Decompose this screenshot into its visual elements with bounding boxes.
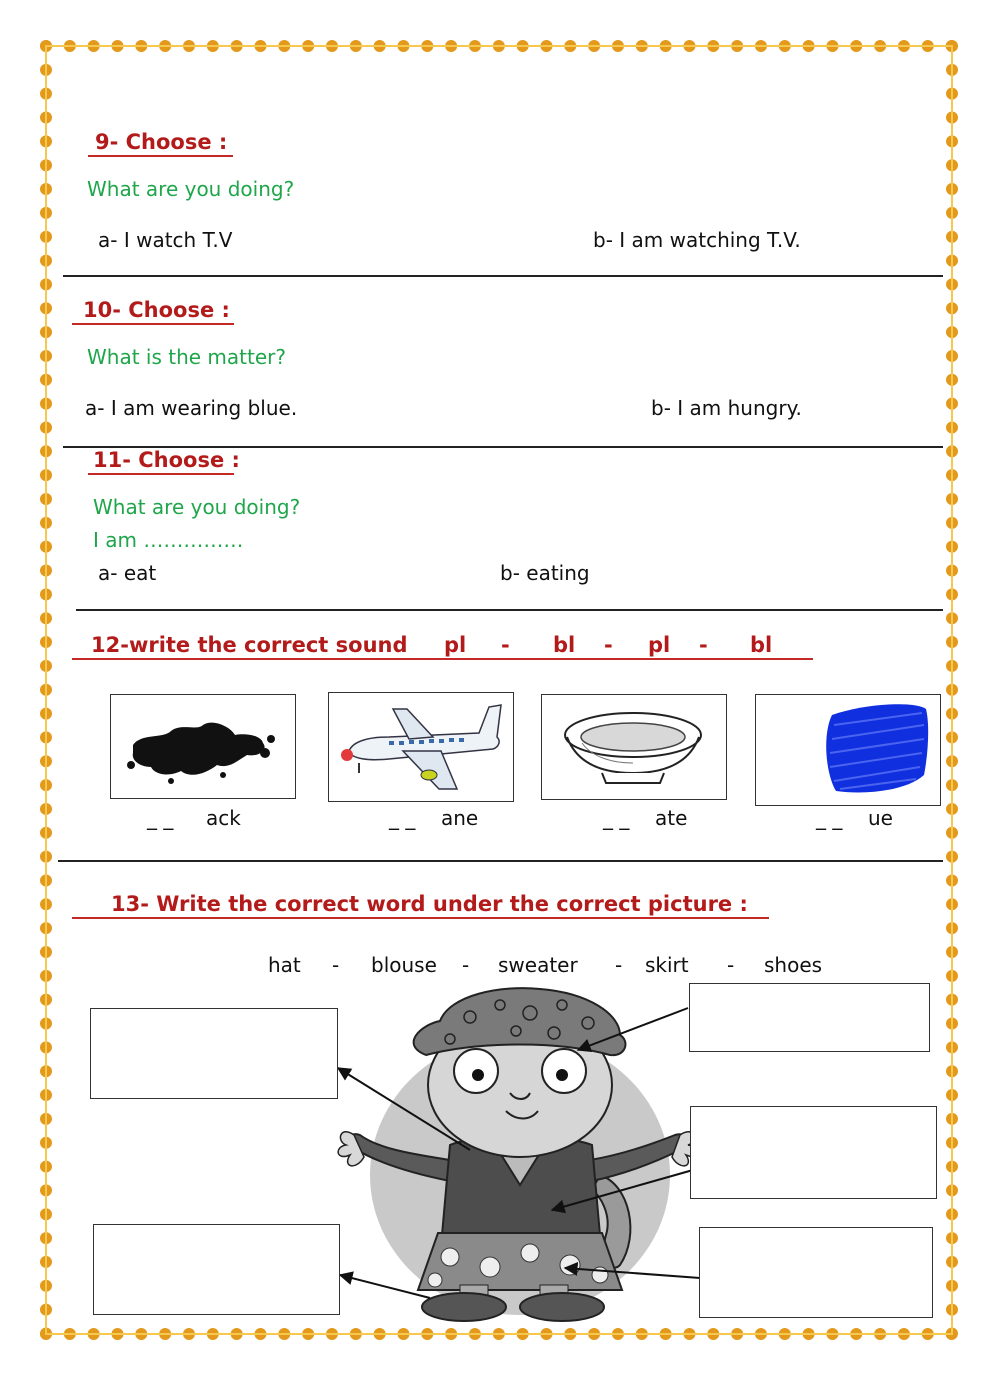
- answer-box-right-top[interactable]: [689, 983, 930, 1052]
- answer-box-right-middle[interactable]: [690, 1106, 937, 1199]
- q12-sound: pl: [444, 633, 467, 657]
- q9-title: 9- Choose :: [95, 130, 228, 154]
- q13-title: 13- Write the correct word under the correct picture :: [111, 892, 748, 916]
- blank-line[interactable]: _ _: [389, 806, 416, 830]
- blank-line[interactable]: _ _: [816, 806, 843, 830]
- word-ending: ack: [206, 806, 241, 830]
- word-bank-separator: -: [727, 953, 735, 977]
- blank-line[interactable]: _ _: [603, 806, 630, 830]
- word-ending: ue: [868, 806, 893, 830]
- answer-box-right-bottom[interactable]: [699, 1227, 933, 1318]
- q10-option-a[interactable]: a- I am wearing blue.: [85, 396, 298, 420]
- blank-line[interactable]: _ _: [147, 806, 174, 830]
- answer-box-left-bottom[interactable]: [93, 1224, 340, 1315]
- word-bank-item: blouse: [371, 953, 437, 977]
- word-bank-item: sweater: [498, 953, 578, 977]
- word-bank-item: shoes: [764, 953, 823, 977]
- q11-title: 11- Choose :: [93, 448, 240, 472]
- q12-sound: bl: [750, 633, 773, 657]
- q9-question: What are you doing?: [87, 177, 295, 201]
- word-bank-item: hat: [268, 953, 301, 977]
- q11-option-b[interactable]: b- eating: [500, 561, 590, 585]
- q9-option-b[interactable]: b- I am watching T.V.: [593, 228, 801, 252]
- q12-separator: -: [501, 633, 510, 657]
- answer-box-left-top[interactable]: [90, 1008, 338, 1099]
- word-bank-separator: -: [615, 953, 623, 977]
- q10-question: What is the matter?: [87, 345, 286, 369]
- q9-option-a[interactable]: a- I watch T.V: [98, 228, 233, 252]
- q12-sound: bl: [553, 633, 576, 657]
- q12-sound: pl: [648, 633, 671, 657]
- word-bank-separator: -: [462, 953, 470, 977]
- q10-option-b[interactable]: b- I am hungry.: [651, 396, 802, 420]
- word-bank-separator: -: [332, 953, 340, 977]
- q11-question: What are you doing?: [93, 495, 301, 519]
- q11-prompt: I am ……………: [93, 528, 244, 552]
- q12-separator: -: [604, 633, 613, 657]
- q10-title: 10- Choose :: [83, 298, 230, 322]
- q12-separator: -: [699, 633, 708, 657]
- q12-title: 12-write the correct sound: [91, 633, 408, 657]
- q11-option-a[interactable]: a- eat: [98, 561, 157, 585]
- word-ending: ate: [655, 806, 688, 830]
- word-ending: ane: [441, 806, 479, 830]
- word-bank-item: skirt: [645, 953, 689, 977]
